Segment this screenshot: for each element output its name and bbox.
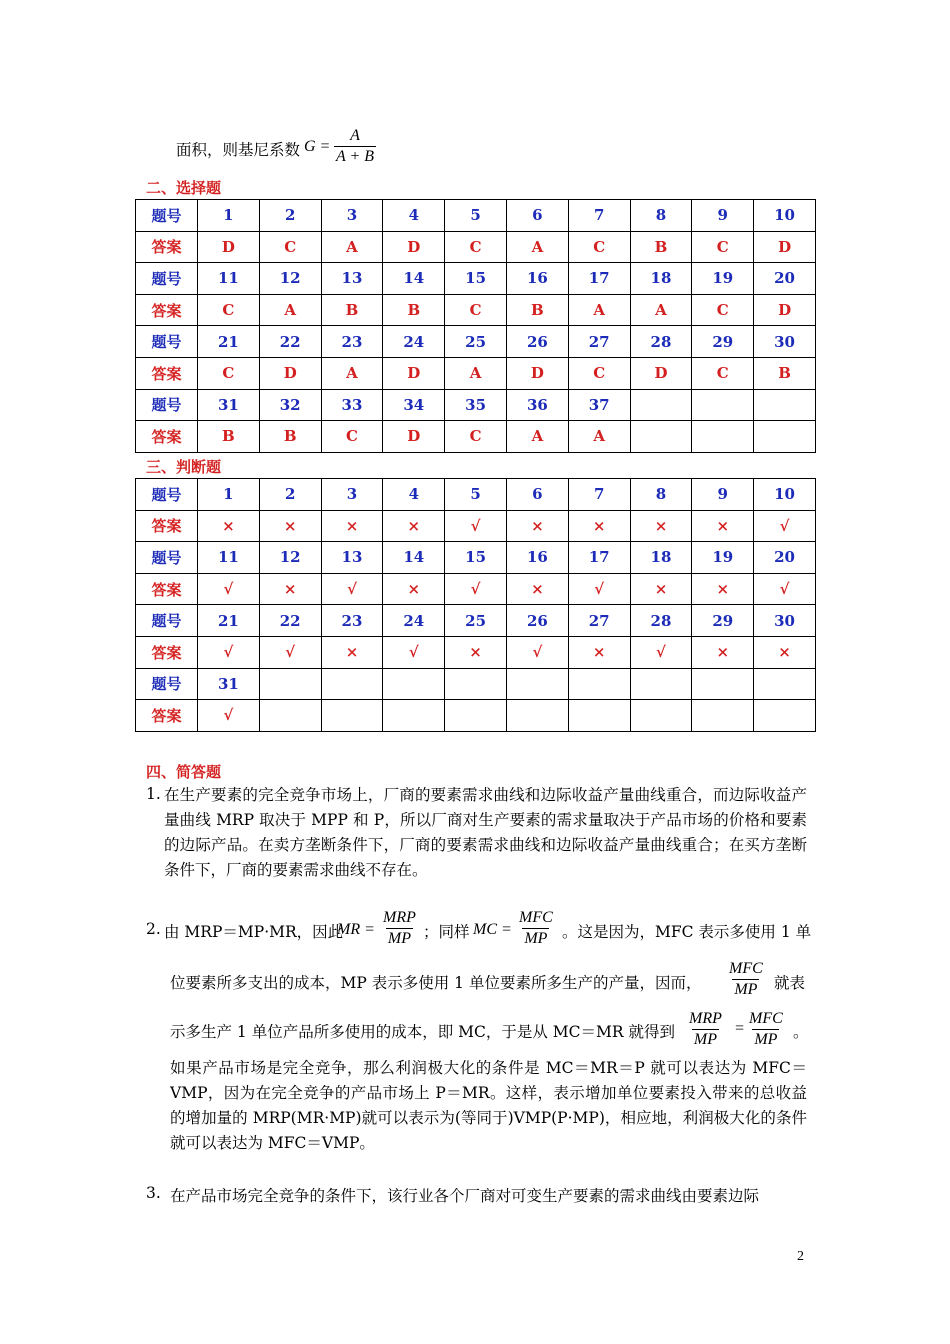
- table-row: [136, 573, 816, 605]
- row-label-question: 题号: [136, 542, 198, 574]
- answer-cell: C: [692, 357, 754, 389]
- row-label-question: 题号: [136, 479, 198, 511]
- question-number-cell: 37: [568, 389, 630, 421]
- question-number-cell: 23: [321, 326, 383, 358]
- denominator: MP: [524, 930, 548, 947]
- answer-cell: A: [445, 357, 507, 389]
- question-number-cell: 17: [568, 263, 630, 295]
- answer-cell: D: [383, 357, 445, 389]
- question-number-cell: 14: [383, 542, 445, 574]
- question-number-cell: 28: [630, 326, 692, 358]
- answer-cell: ×: [198, 510, 260, 542]
- question-number-cell: 31: [198, 668, 260, 700]
- question-number-cell: [692, 389, 754, 421]
- answer-cell: √: [445, 510, 507, 542]
- question-number-cell: 8: [630, 200, 692, 232]
- question-number-cell: 12: [259, 542, 321, 574]
- row-label-question: 题号: [136, 263, 198, 295]
- answer-cell: √: [445, 573, 507, 605]
- answer-cell: C: [568, 357, 630, 389]
- question-number-cell: 12: [259, 263, 321, 295]
- answer-cell: ×: [259, 510, 321, 542]
- row-label-answer: 答案: [136, 294, 198, 326]
- answer-cell: √: [630, 636, 692, 668]
- question-number-cell: 22: [259, 605, 321, 637]
- answer-cell: B: [383, 294, 445, 326]
- section-title-short-answer: 四、简答题: [146, 763, 222, 781]
- q2-line2-b: 就表: [774, 974, 806, 992]
- intro-text: 面积，则基尼系数: [176, 141, 301, 159]
- question-number-cell: 15: [445, 263, 507, 295]
- q2-equals: =: [734, 1020, 745, 1037]
- q2-line1-b: ；同样: [423, 923, 470, 941]
- table-row: [136, 421, 816, 453]
- answer-cell: ×: [445, 636, 507, 668]
- table-row: [136, 479, 816, 511]
- question-number-cell: 8: [630, 479, 692, 511]
- question-number-cell: 9: [692, 479, 754, 511]
- table-row: [136, 200, 816, 232]
- denominator: MP: [734, 981, 758, 998]
- answer-cell: [754, 700, 816, 732]
- answer-cell: √: [754, 510, 816, 542]
- question-number-cell: 2: [259, 200, 321, 232]
- answer-cell: B: [506, 294, 568, 326]
- question-number-cell: 32: [259, 389, 321, 421]
- row-label-question: 题号: [136, 200, 198, 232]
- question-number-cell: 4: [383, 200, 445, 232]
- q1-answer: 在生产要素的完全竞争市场上，厂商的要素需求曲线和边际收益产量曲线重合，而边际收益产量曲线 MRP 取决于 MPP 和 P，所以厂商对生产要素的需求量取决于产品市场的价格和要素的边际产品。在卖方垄断条件下，厂商的要素需求曲线和边际收益产量曲线重合；在买方垄断条件下，厂商的要素需求曲线不存在。: [164, 786, 807, 879]
- table-row: [136, 389, 816, 421]
- table-row: [136, 636, 816, 668]
- question-number-cell: 19: [692, 263, 754, 295]
- row-label-question: 题号: [136, 389, 198, 421]
- question-number-cell: 29: [692, 326, 754, 358]
- answer-cell: D: [754, 294, 816, 326]
- answer-cell: ×: [568, 510, 630, 542]
- choice-answer-table: [135, 199, 816, 453]
- question-number-cell: [754, 389, 816, 421]
- question-number-cell: 5: [445, 200, 507, 232]
- answer-cell: B: [321, 294, 383, 326]
- answer-cell: [692, 421, 754, 453]
- table-row: [136, 542, 816, 574]
- answer-cell: C: [568, 231, 630, 263]
- row-label-answer: 答案: [136, 573, 198, 605]
- answer-cell: C: [445, 294, 507, 326]
- question-number-cell: 27: [568, 605, 630, 637]
- answer-cell: [506, 700, 568, 732]
- q2-answer-rest: 如果产品市场是完全竞争，那么利润极大化的条件是 MC＝MR＝P 就可以表达为 MFC＝VMP，因为在完全竞争的产品市场上 P＝MR。这样，表示增加单位要素投入带来的总收益的增加量的 MRP(MR·MP)就可以表示为(等同于)VMP(P·MP)，相应地，利润极大化的条件就可以表达为 MFC＝VMP。: [170, 1059, 807, 1152]
- answer-cell: D: [383, 421, 445, 453]
- question-number-cell: 11: [198, 542, 260, 574]
- answer-cell: [754, 421, 816, 453]
- question-number-cell: [692, 668, 754, 700]
- q2-mr-lhs: MR =: [337, 921, 375, 938]
- row-label-answer: 答案: [136, 700, 198, 732]
- answer-cell: B: [630, 231, 692, 263]
- answer-cell: C: [692, 294, 754, 326]
- question-number-cell: 21: [198, 605, 260, 637]
- denominator: MP: [387, 930, 411, 947]
- question-number-cell: 6: [506, 200, 568, 232]
- question-number-cell: 36: [506, 389, 568, 421]
- answer-cell: √: [568, 573, 630, 605]
- answer-cell: √: [321, 573, 383, 605]
- question-number-cell: [568, 668, 630, 700]
- table-row: [136, 668, 816, 700]
- question-number-cell: 20: [754, 263, 816, 295]
- question-number-cell: [506, 668, 568, 700]
- table-row: [136, 294, 816, 326]
- answer-cell: A: [321, 357, 383, 389]
- answer-cell: ×: [506, 573, 568, 605]
- question-number-cell: [445, 668, 507, 700]
- question-number-cell: [383, 668, 445, 700]
- row-label-question: 题号: [136, 326, 198, 358]
- question-number-cell: 24: [383, 605, 445, 637]
- question-number-cell: 1: [198, 200, 260, 232]
- answer-cell: C: [445, 231, 507, 263]
- answer-cell: [445, 700, 507, 732]
- table-row: [136, 326, 816, 358]
- answer-cell: ×: [692, 510, 754, 542]
- q2-number: 2.: [146, 920, 161, 938]
- question-number-cell: 9: [692, 200, 754, 232]
- gini-denominator: A + B: [336, 148, 375, 165]
- question-number-cell: [259, 668, 321, 700]
- question-number-cell: 10: [754, 200, 816, 232]
- question-number-cell: 18: [630, 263, 692, 295]
- q2-line3-b: 。: [793, 1023, 809, 1041]
- answer-cell: C: [198, 294, 260, 326]
- question-number-cell: 27: [568, 326, 630, 358]
- row-label-answer: 答案: [136, 636, 198, 668]
- question-number-cell: 18: [630, 542, 692, 574]
- answer-cell: [321, 700, 383, 732]
- numerator: MRP: [383, 909, 416, 926]
- question-number-cell: [630, 668, 692, 700]
- q2-fraction-mfc-mp-2: [727, 959, 765, 1000]
- row-label-answer: 答案: [136, 510, 198, 542]
- answer-cell: ×: [754, 636, 816, 668]
- answer-cell: D: [630, 357, 692, 389]
- question-number-cell: 21: [198, 326, 260, 358]
- question-number-cell: 16: [506, 542, 568, 574]
- answer-cell: √: [506, 636, 568, 668]
- denominator: MP: [693, 1031, 717, 1048]
- answer-cell: A: [506, 231, 568, 263]
- answer-cell: √: [754, 573, 816, 605]
- table-row: [136, 357, 816, 389]
- question-number-cell: 16: [506, 263, 568, 295]
- answer-cell: D: [198, 231, 260, 263]
- answer-cell: [383, 700, 445, 732]
- question-number-cell: [630, 389, 692, 421]
- table-row: [136, 510, 816, 542]
- question-number-cell: 13: [321, 542, 383, 574]
- answer-cell: √: [198, 636, 260, 668]
- q2-mc-lhs: MC =: [473, 921, 512, 938]
- question-number-cell: [321, 668, 383, 700]
- question-number-cell: 2: [259, 479, 321, 511]
- answer-cell: ×: [692, 636, 754, 668]
- question-number-cell: 28: [630, 605, 692, 637]
- answer-cell: A: [259, 294, 321, 326]
- numerator: MFC: [519, 909, 553, 926]
- answer-cell: ×: [568, 636, 630, 668]
- row-label-answer: 答案: [136, 421, 198, 453]
- gini-numerator: A: [350, 127, 360, 144]
- answer-cell: [630, 421, 692, 453]
- question-number-cell: 31: [198, 389, 260, 421]
- section-title-judgment: 三、判断题: [146, 458, 222, 476]
- q2-line3-a: 示多生产 1 单位产品所多使用的成本，即 MC，于是从 MC＝MR 就得到: [170, 1023, 676, 1041]
- question-number-cell: 14: [383, 263, 445, 295]
- answer-cell: √: [198, 573, 260, 605]
- question-number-cell: 26: [506, 326, 568, 358]
- answer-cell: B: [259, 421, 321, 453]
- question-number-cell: 5: [445, 479, 507, 511]
- question-number-cell: 29: [692, 605, 754, 637]
- question-number-cell: 7: [568, 479, 630, 511]
- question-number-cell: 6: [506, 479, 568, 511]
- question-number-cell: 3: [321, 479, 383, 511]
- table-row: [136, 231, 816, 263]
- question-number-cell: 20: [754, 542, 816, 574]
- question-number-cell: 4: [383, 479, 445, 511]
- answer-cell: B: [754, 357, 816, 389]
- q2-line1-a: 由 MRP＝MP·MR，因此: [164, 923, 344, 941]
- answer-cell: A: [321, 231, 383, 263]
- answer-cell: ×: [630, 510, 692, 542]
- page-number: 2: [797, 1249, 804, 1264]
- question-number-cell: 34: [383, 389, 445, 421]
- denominator: MP: [754, 1031, 778, 1048]
- row-label-answer: 答案: [136, 357, 198, 389]
- q3-number: 3.: [146, 1184, 161, 1202]
- answer-cell: C: [259, 231, 321, 263]
- answer-cell: ×: [383, 573, 445, 605]
- q2-fraction-mfc-mp: [517, 908, 555, 949]
- question-number-cell: 33: [321, 389, 383, 421]
- question-number-cell: 7: [568, 200, 630, 232]
- numerator: MRP: [689, 1010, 722, 1027]
- row-label-answer: 答案: [136, 231, 198, 263]
- question-number-cell: 30: [754, 326, 816, 358]
- answer-cell: D: [383, 231, 445, 263]
- question-number-cell: 1: [198, 479, 260, 511]
- question-number-cell: 19: [692, 542, 754, 574]
- answer-cell: C: [198, 357, 260, 389]
- question-number-cell: [754, 668, 816, 700]
- question-number-cell: 3: [321, 200, 383, 232]
- answer-cell: [259, 700, 321, 732]
- judgment-answer-table: [135, 478, 816, 732]
- q1-number: 1.: [146, 785, 161, 803]
- answer-cell: D: [259, 357, 321, 389]
- q2-fraction-mrp-mp: [381, 908, 418, 949]
- question-number-cell: 30: [754, 605, 816, 637]
- gini-fraction: [334, 126, 376, 167]
- question-number-cell: 25: [445, 326, 507, 358]
- answer-cell: C: [321, 421, 383, 453]
- answer-cell: D: [506, 357, 568, 389]
- question-number-cell: 26: [506, 605, 568, 637]
- answer-cell: C: [692, 231, 754, 263]
- q3-answer: 在产品市场完全竞争的条件下，该行业各个厂商对可变生产要素的需求曲线由要素边际: [170, 1187, 760, 1205]
- answer-cell: √: [198, 700, 260, 732]
- question-number-cell: 23: [321, 605, 383, 637]
- answer-cell: D: [754, 231, 816, 263]
- table-row: [136, 263, 816, 295]
- answer-cell: ×: [321, 636, 383, 668]
- answer-cell: C: [445, 421, 507, 453]
- question-number-cell: 11: [198, 263, 260, 295]
- question-number-cell: 15: [445, 542, 507, 574]
- answer-cell: ×: [321, 510, 383, 542]
- question-number-cell: 35: [445, 389, 507, 421]
- numerator: MFC: [749, 1010, 783, 1027]
- q2-line2-a: 位要素所多支出的成本，MP 表示多使用 1 单位要素所多生产的产量，因而，: [170, 974, 702, 992]
- question-number-cell: 22: [259, 326, 321, 358]
- answer-cell: √: [383, 636, 445, 668]
- row-label-question: 题号: [136, 605, 198, 637]
- answer-cell: ×: [630, 573, 692, 605]
- section-title-choice: 二、选择题: [146, 179, 222, 197]
- answer-cell: A: [630, 294, 692, 326]
- answer-cell: [568, 700, 630, 732]
- answer-cell: √: [259, 636, 321, 668]
- answer-cell: A: [568, 294, 630, 326]
- table-row: [136, 605, 816, 637]
- gini-lhs: G =: [304, 138, 331, 155]
- row-label-question: 题号: [136, 668, 198, 700]
- answer-cell: [692, 700, 754, 732]
- answer-cell: ×: [506, 510, 568, 542]
- q2-line1-c: 。这是因为，MFC 表示多使用 1 单: [562, 923, 812, 941]
- answer-cell: A: [568, 421, 630, 453]
- question-number-cell: 13: [321, 263, 383, 295]
- numerator: MFC: [729, 960, 763, 977]
- q2-fraction-mfc-mp-3: [747, 1009, 785, 1050]
- question-number-cell: 10: [754, 479, 816, 511]
- table-row: [136, 700, 816, 732]
- answer-cell: ×: [383, 510, 445, 542]
- answer-cell: ×: [259, 573, 321, 605]
- answer-cell: A: [506, 421, 568, 453]
- answer-cell: ×: [692, 573, 754, 605]
- q2-fraction-mrp-mp-2: [687, 1009, 724, 1050]
- question-number-cell: 24: [383, 326, 445, 358]
- answer-cell: B: [198, 421, 260, 453]
- question-number-cell: 17: [568, 542, 630, 574]
- question-number-cell: 25: [445, 605, 507, 637]
- answer-cell: [630, 700, 692, 732]
